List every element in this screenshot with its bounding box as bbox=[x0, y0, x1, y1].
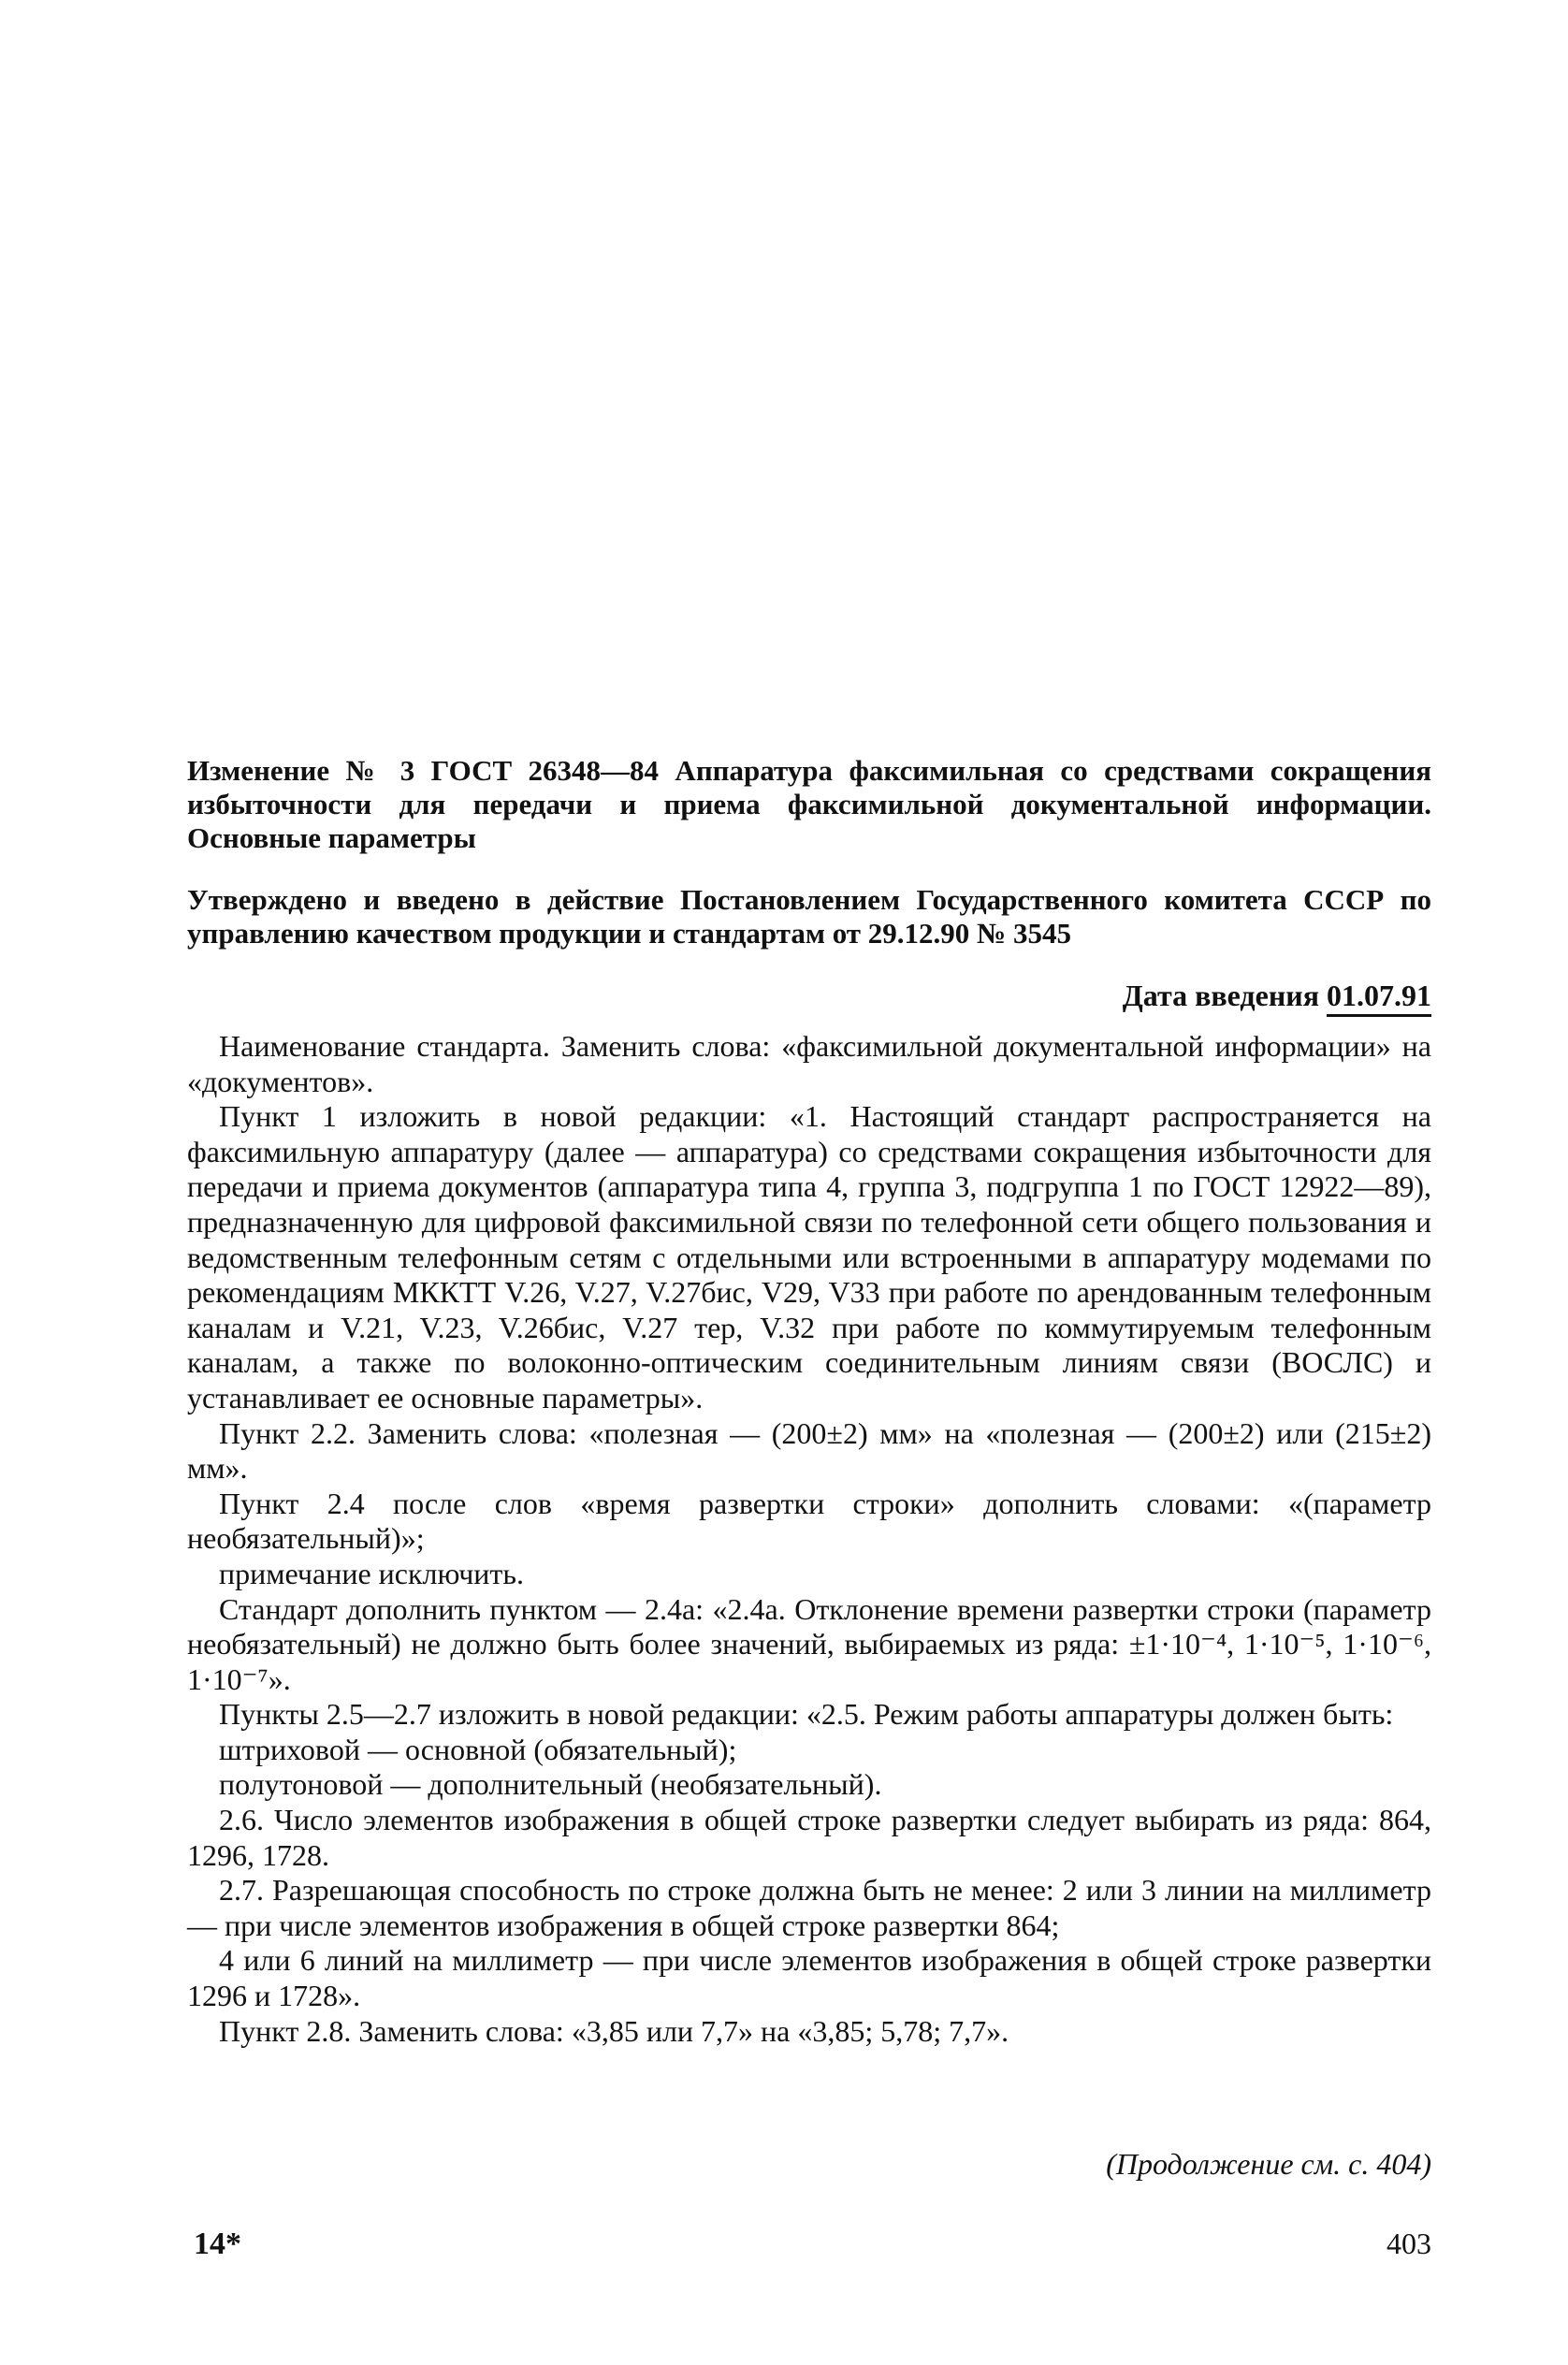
paragraph-clause-1: Пункт 1 изложить в новой редакции: «1. Настоящий стандарт распространяется на факсимильную аппаратуру (далее — аппаратура) со средствами сокращения избыточности для передачи и приема документов (аппаратура типа 4, группа 3, подгруппа 1 по ГОСТ 12922—89), предназначенную для цифровой факсимильной связи по телефонной сети общего пользования и ведомственным телефонным сетям с отдельными или встроенными в аппаратуру модемами по рекомендациям МККТТ V.26, V.27, V.27бис, V29, V33 при работе по арендованным телефонным каналам и V.21, V.23, V.26бис, V.27 тер, V.32 при работе по коммутируемым телефонным каналам, а также по волоконно-оптическим соединительным линиям связи (ВОСЛС) и устанавливает ее основные параметры». bbox=[187, 1099, 1431, 1415]
effective-date-value: 01.07.91 bbox=[1327, 979, 1431, 1017]
paragraph-clause-2-2: Пункт 2.2. Заменить слова: «полезная — (200±2) мм» на «полезная — (200±2) или (215±2) мм». bbox=[187, 1415, 1431, 1486]
paragraph-clause-2-8: Пункт 2.8. Заменить слова: «3,85 или 7,7» на «3,85; 5,78; 7,7». bbox=[219, 2013, 1009, 2048]
paragraph-clause-2-7: 2.7. Разрешающая способность по строке должна быть не менее: 2 или 3 линии на миллиметр — при числе элементов изображения в общей строке развертки 864; bbox=[187, 1873, 1431, 1942]
document-header bbox=[187, 754, 1431, 1013]
paragraph-clause-2-7-cont: 4 или 6 линий на миллиметр — при числе элементов изображения в общей строке развертки 1296 и 1728». bbox=[187, 1943, 1431, 2013]
continuation-note: (Продолжение см. с. 404) bbox=[1106, 2147, 1431, 2181]
paragraph-clause-2-6: 2.6. Число элементов изображения в общей строке развертки следует выбирать из ряда: 864, 1296, 1728. bbox=[187, 1803, 1431, 1872]
effective-date-label: Дата введения bbox=[1122, 979, 1319, 1012]
paragraph-mode-line: штриховой — основной (обязательный); bbox=[219, 1732, 737, 1766]
paragraph-standard-name: Наименование стандарта. Заменить слова: «факсимильной документальной информации» на «документов». bbox=[187, 1029, 1431, 1098]
page-number: 403 bbox=[1387, 2227, 1431, 2260]
approval-note: Утверждено и введено в действие Постановлением Государственного комитета СССР по управлению качеством продукции и стандартам от 29.12.90 № 3545 bbox=[187, 883, 1431, 950]
paragraph-clause-2-4a: Стандарт дополнить пунктом — 2.4а: «2.4а. Отклонение времени развертки строки (параметр необязательный) не должно быть более значений, выбираемых из ряда: ±1·10⁻⁴, 1·10⁻⁵, 1·10⁻⁶, 1·10⁻⁷». bbox=[187, 1591, 1431, 1696]
document-body bbox=[187, 1029, 1431, 2049]
paragraph-clause-2-4: Пункт 2.4 после слов «время развертки строки» дополнить словами: «(параметр необязательный)»; bbox=[187, 1486, 1431, 1556]
paragraph-clause-2-5: Пункты 2.5—2.7 изложить в новой редакции: «2.5. Режим работы аппаратуры должен быть: bbox=[219, 1697, 1394, 1732]
effective-date bbox=[187, 979, 1431, 1013]
paragraph-note-removed: примечание исключить. bbox=[219, 1556, 524, 1590]
signature-mark: 14* bbox=[194, 2227, 241, 2261]
change-title: Изменение № 3 ГОСТ 26348—84 Аппаратура факсимильная со средствами сокращения избыточности для передачи и приема факсимильной документальной информации. Основные параметры bbox=[187, 754, 1431, 854]
paragraph-mode-halftone: полутоновой — дополнительный (необязательный). bbox=[219, 1767, 882, 1802]
